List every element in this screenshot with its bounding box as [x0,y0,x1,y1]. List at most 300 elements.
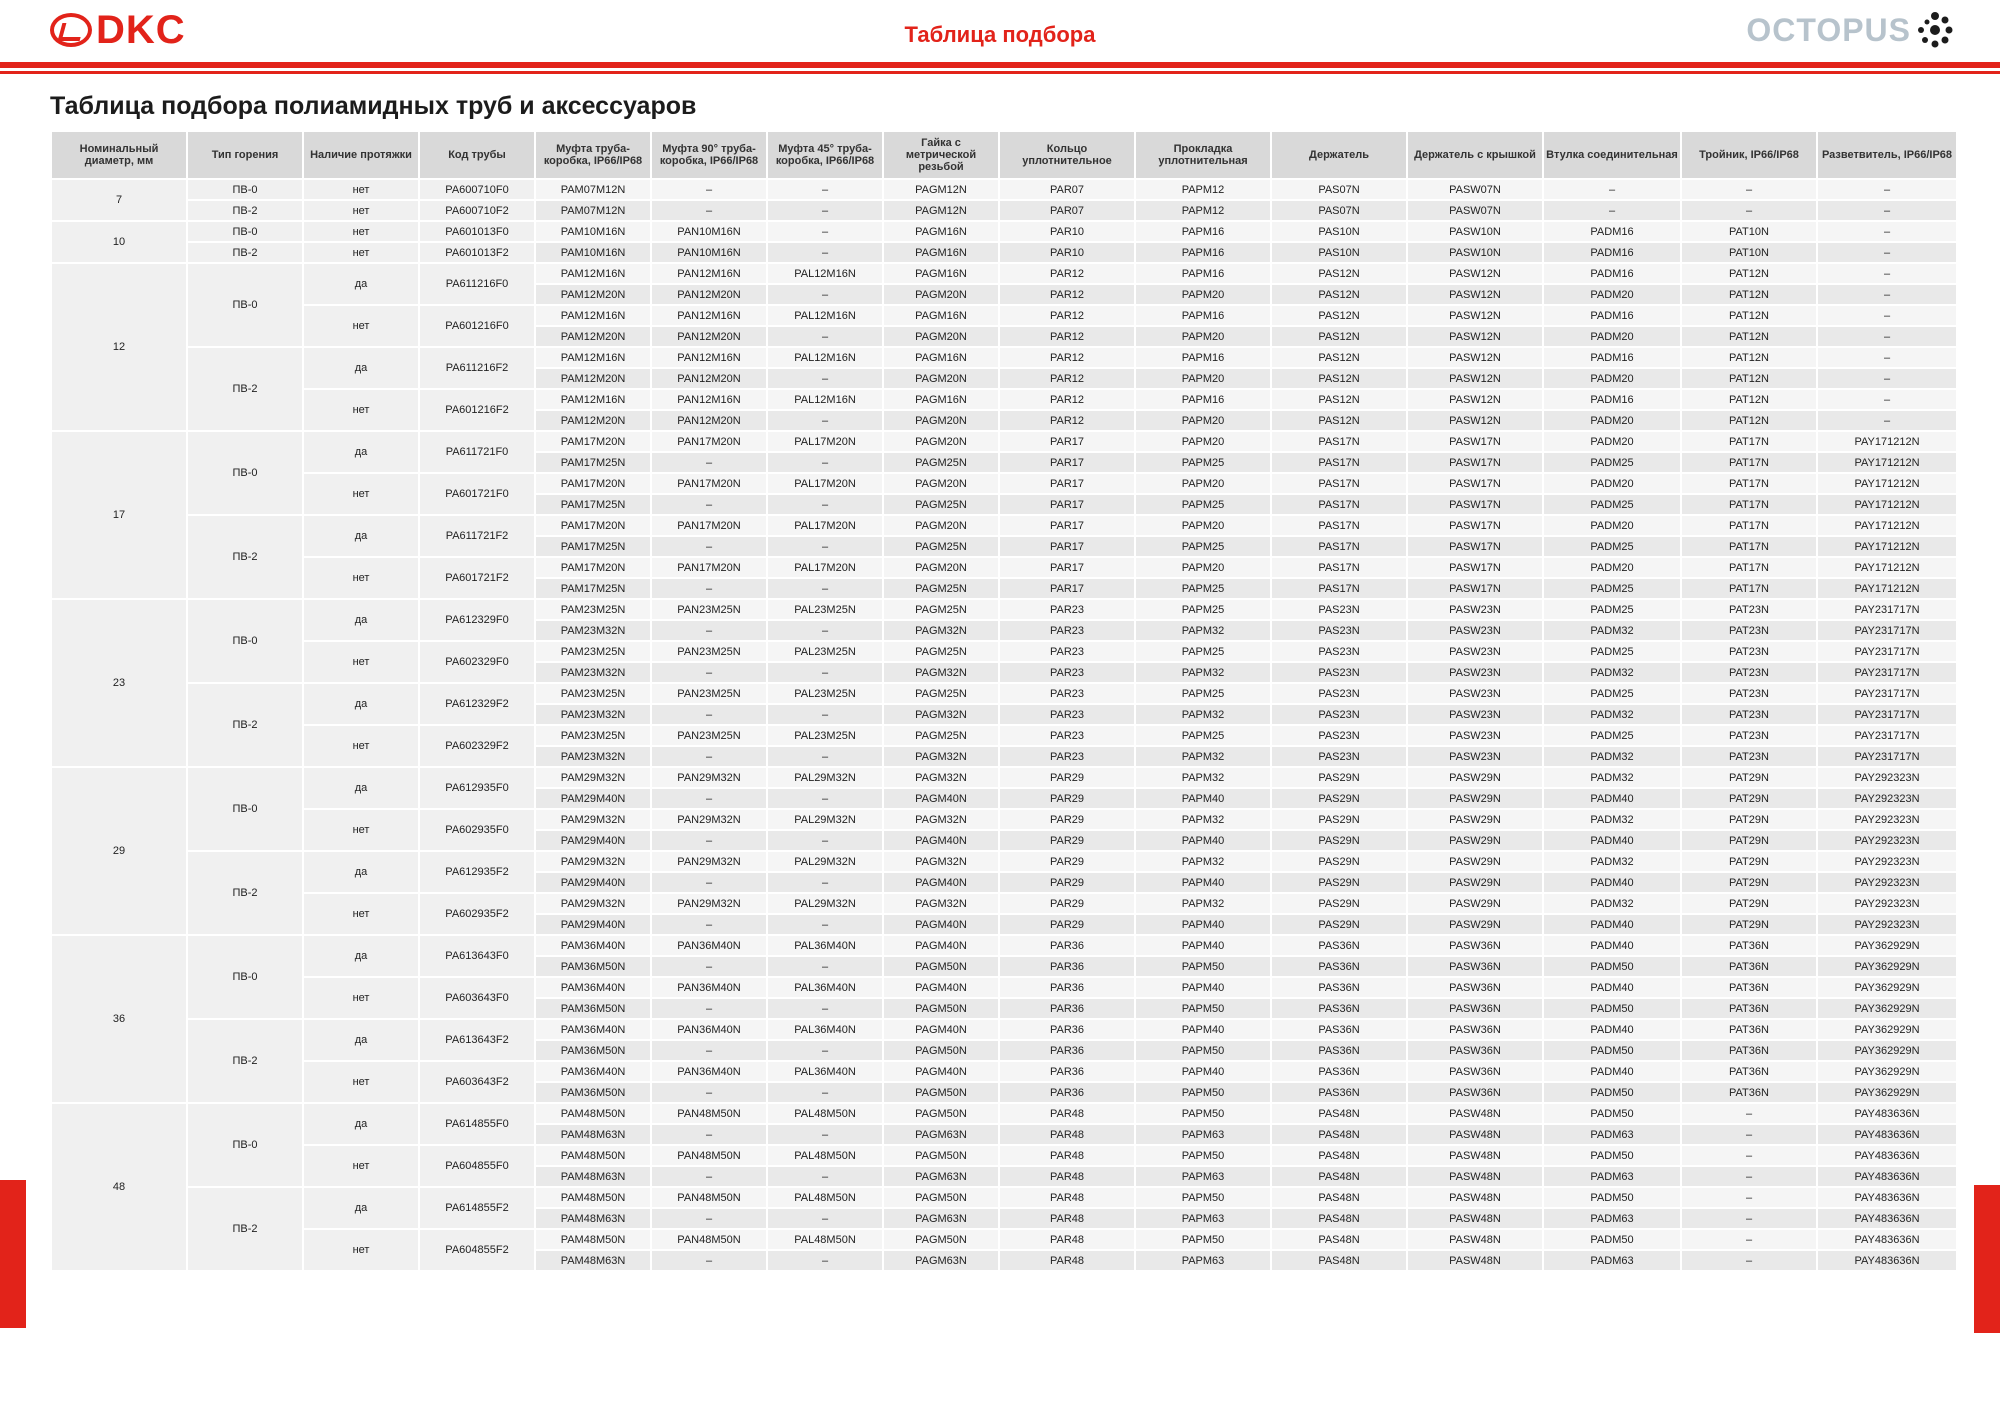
accessory-cell: – [1817,410,1957,431]
accessory-cell: PAGM16N [883,347,999,368]
pipe-code-cell: PA602935F2 [419,893,535,935]
logo-text: DKC [96,8,186,52]
accessory-cell: PAGM32N [883,851,999,872]
accessory-cell: PAY362929N [1817,998,1957,1019]
accessory-cell: PAT23N [1681,725,1817,746]
header-rule-bottom [0,71,2000,74]
accessory-cell: PAY483636N [1817,1187,1957,1208]
pipe-code-cell: PA611721F0 [419,431,535,473]
accessory-cell: PAT17N [1681,515,1817,536]
accessory-cell: PAR17 [999,431,1135,452]
accessory-cell: PAL23M25N [767,725,883,746]
accessory-cell: PASW36N [1407,935,1543,956]
burn-type-cell: ПВ-2 [187,515,303,599]
accessory-cell: PAGM20N [883,557,999,578]
accessory-cell: – [1817,221,1957,242]
accessory-cell: – [1817,263,1957,284]
accessory-cell: PADM40 [1543,935,1681,956]
accessory-cell: PAL29M32N [767,851,883,872]
accessory-cell: PAGM16N [883,242,999,263]
accessory-cell: PAPM63 [1135,1124,1271,1145]
accessory-cell: PAR48 [999,1145,1135,1166]
table-row [51,1019,1957,1040]
accessory-cell: PAT29N [1681,767,1817,788]
accessory-cell: PASW12N [1407,326,1543,347]
accessory-cell: PAGM40N [883,1061,999,1082]
pipe-code-cell: PA603643F2 [419,1061,535,1103]
accessory-cell: PAN29M32N [651,851,767,872]
accessory-cell: PASW36N [1407,956,1543,977]
accessory-cell: PASW29N [1407,830,1543,851]
accessory-cell: PAPM32 [1135,767,1271,788]
pull-wire-cell: да [303,683,419,725]
pipe-code-cell: PA601216F2 [419,389,535,431]
burn-type-cell: ПВ-2 [187,347,303,431]
accessory-cell: PAS23N [1271,662,1407,683]
accessory-cell: PAGM32N [883,704,999,725]
table-row [51,305,1957,326]
accessory-cell: PASW48N [1407,1103,1543,1124]
accessory-cell: PAR29 [999,872,1135,893]
accessory-cell: PAL17M20N [767,473,883,494]
accessory-cell: PASW23N [1407,641,1543,662]
burn-type-cell: ПВ-0 [187,1103,303,1187]
burn-type-cell: ПВ-0 [187,767,303,851]
accessory-cell: PAS29N [1271,809,1407,830]
accessory-cell: PAY362929N [1817,1040,1957,1061]
accessory-cell: – [767,368,883,389]
accessory-cell: PAR12 [999,389,1135,410]
accessory-cell: PAR29 [999,788,1135,809]
table-row [51,347,1957,368]
accessory-cell: PAT36N [1681,1061,1817,1082]
pull-wire-cell: нет [303,179,419,200]
accessory-cell: PADM50 [1543,998,1681,1019]
column-header: Номинальный диаметр, мм [51,131,187,179]
accessory-cell: PAS23N [1271,746,1407,767]
accessory-cell: – [651,452,767,473]
accessory-cell: PAGM63N [883,1250,999,1271]
table-row [51,851,1957,872]
column-header: Кольцо уплотнительное [999,131,1135,179]
accessory-cell: PASW17N [1407,536,1543,557]
accessory-cell: PAR10 [999,221,1135,242]
accessory-cell: PAPM32 [1135,662,1271,683]
accessory-cell: PAM36M50N [535,998,651,1019]
accessory-cell: PASW12N [1407,347,1543,368]
accessory-cell: PAM23M32N [535,704,651,725]
accessory-cell: PAPM16 [1135,347,1271,368]
accessory-cell: PAPM20 [1135,368,1271,389]
accessory-cell: PAPM16 [1135,389,1271,410]
accessory-cell: PAL12M16N [767,305,883,326]
diameter-cell: 23 [51,599,187,767]
accessory-cell: PADM40 [1543,872,1681,893]
accessory-cell: PADM63 [1543,1124,1681,1145]
accessory-cell: PAM23M25N [535,683,651,704]
header-rule-top [0,62,2000,68]
accessory-cell: PAT12N [1681,389,1817,410]
accessory-cell: PAS29N [1271,914,1407,935]
accessory-cell: PAS23N [1271,641,1407,662]
accessory-cell: PAN12M16N [651,389,767,410]
pipe-code-cell: PA613643F2 [419,1019,535,1061]
accessory-cell: PAGM20N [883,368,999,389]
accessory-cell: PAPM50 [1135,1229,1271,1250]
accessory-cell: PAL17M20N [767,515,883,536]
accessory-cell: PAM12M20N [535,284,651,305]
accessory-cell: PAPM20 [1135,431,1271,452]
accessory-cell: PAPM16 [1135,221,1271,242]
accessory-cell: PAM29M32N [535,809,651,830]
accessory-cell: PAR29 [999,809,1135,830]
accessory-cell: PAT12N [1681,368,1817,389]
accessory-cell: PAN29M32N [651,893,767,914]
accessory-cell: PAS29N [1271,830,1407,851]
accessory-cell: PADM20 [1543,326,1681,347]
accessory-cell: PAS23N [1271,620,1407,641]
accessory-cell: PAR07 [999,179,1135,200]
accessory-cell: PAT23N [1681,599,1817,620]
accessory-cell: PAGM32N [883,746,999,767]
accessory-cell: – [767,284,883,305]
accessory-cell: – [651,1208,767,1229]
accessory-cell: PAM12M16N [535,389,651,410]
accessory-cell: PAM36M50N [535,1040,651,1061]
accessory-cell: PAN48M50N [651,1103,767,1124]
accessory-cell: PAN10M16N [651,242,767,263]
accessory-cell: PAT29N [1681,914,1817,935]
pull-wire-cell: нет [303,242,419,263]
accessory-cell: PAR29 [999,767,1135,788]
accessory-cell: PADM20 [1543,515,1681,536]
accessory-cell: PASW48N [1407,1166,1543,1187]
accessory-cell: PADM20 [1543,557,1681,578]
accessory-cell: PAM29M40N [535,830,651,851]
accessory-cell: PASW07N [1407,200,1543,221]
accessory-cell: PADM40 [1543,830,1681,851]
accessory-cell: – [767,788,883,809]
octopus-logo [1746,10,1955,50]
accessory-cell: PAN36M40N [651,1019,767,1040]
accessory-cell: PAL12M16N [767,263,883,284]
accessory-cell: PAGM50N [883,1229,999,1250]
accessory-cell: PASW29N [1407,809,1543,830]
accessory-cell: PAL29M32N [767,767,883,788]
pull-wire-cell: нет [303,1061,419,1103]
accessory-cell: PAR48 [999,1250,1135,1271]
accessory-cell: PAPM50 [1135,1082,1271,1103]
accessory-cell: PAPM16 [1135,263,1271,284]
accessory-cell: PAL36M40N [767,935,883,956]
accessory-cell: PAPM32 [1135,620,1271,641]
accessory-cell: PAS12N [1271,410,1407,431]
accessory-cell: PAR17 [999,494,1135,515]
accessory-cell: PAM48M63N [535,1250,651,1271]
accessory-cell: PASW23N [1407,704,1543,725]
accessory-cell: – [651,179,767,200]
accessory-cell: PADM50 [1543,1040,1681,1061]
accessory-cell: PADM32 [1543,704,1681,725]
accessory-cell: – [651,200,767,221]
accessory-cell: – [651,494,767,515]
accessory-cell: PADM20 [1543,431,1681,452]
accessory-cell: PAM07M12N [535,179,651,200]
pull-wire-cell: нет [303,221,419,242]
side-tab-right [1974,1185,2000,1333]
accessory-cell: PAS17N [1271,452,1407,473]
accessory-cell: PAR29 [999,851,1135,872]
accessory-cell: PAR23 [999,746,1135,767]
accessory-cell: PAS07N [1271,179,1407,200]
accessory-cell: PAGM32N [883,620,999,641]
accessory-cell: PAT23N [1681,704,1817,725]
accessory-cell: – [767,1166,883,1187]
accessory-cell: PASW36N [1407,1019,1543,1040]
column-header: Разветвитель, IP66/IP68 [1817,131,1957,179]
accessory-cell: PAGM40N [883,977,999,998]
accessory-cell: PAR12 [999,326,1135,347]
table-row [51,473,1957,494]
table-row [51,1145,1957,1166]
accessory-cell: PAR48 [999,1187,1135,1208]
accessory-cell: PAR29 [999,830,1135,851]
pull-wire-cell: да [303,1103,419,1145]
accessory-cell: PAM17M20N [535,431,651,452]
accessory-cell: PASW29N [1407,872,1543,893]
accessory-cell: PAS17N [1271,494,1407,515]
accessory-cell: PAM29M32N [535,893,651,914]
pull-wire-cell: да [303,347,419,389]
burn-type-cell: ПВ-0 [187,599,303,683]
accessory-cell: PADM25 [1543,683,1681,704]
accessory-cell: PAM23M25N [535,725,651,746]
accessory-cell: – [651,830,767,851]
accessory-cell: PAR48 [999,1229,1135,1250]
accessory-cell: PAR23 [999,641,1135,662]
accessory-cell: PAN12M16N [651,347,767,368]
pipe-code-cell: PA611216F2 [419,347,535,389]
accessory-cell: PAL23M25N [767,683,883,704]
accessory-cell: PADM63 [1543,1250,1681,1271]
accessory-cell: PAT29N [1681,788,1817,809]
accessory-cell: PAT12N [1681,326,1817,347]
burn-type-cell: ПВ-2 [187,242,303,263]
burn-type-cell: ПВ-2 [187,1187,303,1271]
accessory-cell: PAR36 [999,977,1135,998]
page-title: Таблица подбора полиамидных труб и аксессуаров [50,92,697,120]
accessory-cell: PAPM50 [1135,1187,1271,1208]
accessory-cell: PAY171212N [1817,473,1957,494]
accessory-cell: – [767,1124,883,1145]
accessory-cell: PAS12N [1271,389,1407,410]
accessory-cell: PAY362929N [1817,1082,1957,1103]
accessory-cell: PAPM25 [1135,452,1271,473]
accessory-cell: PAY483636N [1817,1229,1957,1250]
accessory-cell: PAR07 [999,200,1135,221]
table-row [51,557,1957,578]
column-header: Тип горения [187,131,303,179]
accessory-cell: PAT17N [1681,431,1817,452]
diameter-cell: 10 [51,221,187,263]
accessory-cell: PAM17M25N [535,452,651,473]
side-tab-left [0,1180,26,1328]
accessory-cell: PAM36M40N [535,1019,651,1040]
table-row [51,389,1957,410]
accessory-cell: – [1817,242,1957,263]
accessory-cell: PAR29 [999,914,1135,935]
accessory-cell: PAT36N [1681,1040,1817,1061]
accessory-cell: PASW36N [1407,977,1543,998]
accessory-cell: PAS23N [1271,599,1407,620]
accessory-cell: PAY292323N [1817,851,1957,872]
accessory-cell: PAM36M40N [535,977,651,998]
accessory-cell: PAGM25N [883,599,999,620]
pipe-code-cell: PA612329F0 [419,599,535,641]
pipe-code-cell: PA602329F2 [419,725,535,767]
accessory-cell: PAR36 [999,1061,1135,1082]
accessory-cell: PAGM25N [883,683,999,704]
pipe-code-cell: PA601721F0 [419,473,535,515]
accessory-cell: PAY171212N [1817,557,1957,578]
accessory-cell: PAPM50 [1135,956,1271,977]
column-header: Муфта 45° труба-коробка, IP66/IP68 [767,131,883,179]
accessory-cell: PAS48N [1271,1187,1407,1208]
accessory-cell: PADM25 [1543,536,1681,557]
accessory-cell: PADM32 [1543,851,1681,872]
accessory-cell: PAS36N [1271,998,1407,1019]
accessory-cell: PAY231717N [1817,599,1957,620]
burn-type-cell: ПВ-0 [187,179,303,200]
accessory-cell: PAPM25 [1135,641,1271,662]
accessory-cell: PAT17N [1681,473,1817,494]
accessory-cell: – [1817,305,1957,326]
accessory-cell: PAM29M32N [535,851,651,872]
selection-table [50,130,1952,1272]
accessory-cell: PAM23M32N [535,746,651,767]
accessory-cell: PAS29N [1271,788,1407,809]
accessory-cell: PAT29N [1681,809,1817,830]
accessory-cell: – [1681,1124,1817,1145]
accessory-cell: PAL29M32N [767,893,883,914]
accessory-cell: PAL12M16N [767,347,883,368]
accessory-cell: – [651,1124,767,1145]
accessory-cell: – [1681,1187,1817,1208]
column-header: Гайка с метрической резьбой [883,131,999,179]
accessory-cell: – [651,662,767,683]
accessory-cell: PAY292323N [1817,788,1957,809]
accessory-cell: PAGM32N [883,809,999,830]
accessory-cell: PADM40 [1543,788,1681,809]
table-header-row [51,131,1957,179]
burn-type-cell: ПВ-2 [187,1019,303,1103]
accessory-cell: PASW12N [1407,263,1543,284]
accessory-cell: – [1681,1250,1817,1271]
accessory-cell: PAS29N [1271,872,1407,893]
burn-type-cell: ПВ-2 [187,683,303,767]
accessory-cell: PADM20 [1543,368,1681,389]
accessory-cell: PAS12N [1271,263,1407,284]
accessory-cell: PASW12N [1407,284,1543,305]
accessory-cell: – [767,872,883,893]
table-row [51,1061,1957,1082]
accessory-cell: PAGM50N [883,1145,999,1166]
accessory-cell: PAN12M20N [651,284,767,305]
accessory-cell: PASW48N [1407,1229,1543,1250]
accessory-cell: PAT36N [1681,956,1817,977]
pipe-code-cell: PA600710F2 [419,200,535,221]
accessory-cell: PAGM25N [883,578,999,599]
accessory-cell: PAGM50N [883,956,999,977]
accessory-cell: PAM48M50N [535,1103,651,1124]
accessory-cell: PAY292323N [1817,809,1957,830]
column-header: Держатель с крышкой [1407,131,1543,179]
pipe-code-cell: PA601013F2 [419,242,535,263]
accessory-cell: PAT17N [1681,557,1817,578]
accessory-cell: PAS12N [1271,368,1407,389]
accessory-cell: PAPM25 [1135,683,1271,704]
accessory-cell: PADM50 [1543,1229,1681,1250]
accessory-cell: PAS17N [1271,536,1407,557]
accessory-cell: PAY362929N [1817,1061,1957,1082]
pull-wire-cell: нет [303,389,419,431]
diameter-cell: 17 [51,431,187,599]
column-header: Муфта 90° труба-коробка, IP66/IP68 [651,131,767,179]
pipe-code-cell: PA601216F0 [419,305,535,347]
accessory-cell: – [1817,326,1957,347]
accessory-cell: PAGM16N [883,263,999,284]
accessory-cell: PADM50 [1543,1082,1681,1103]
accessory-cell: PAPM63 [1135,1166,1271,1187]
accessory-cell: PAR12 [999,305,1135,326]
accessory-cell: PADM25 [1543,452,1681,473]
accessory-cell: – [767,326,883,347]
accessory-cell: PAM10M16N [535,242,651,263]
page-header [0,0,2000,80]
accessory-cell: PAM23M32N [535,620,651,641]
accessory-cell: PAY171212N [1817,431,1957,452]
accessory-cell: PAS23N [1271,683,1407,704]
accessory-cell: PADM50 [1543,1145,1681,1166]
accessory-cell: PAY292323N [1817,830,1957,851]
accessory-cell: PAS36N [1271,935,1407,956]
accessory-cell: PAS36N [1271,1019,1407,1040]
pull-wire-cell: да [303,599,419,641]
accessory-cell: – [767,410,883,431]
accessory-cell: – [1817,179,1957,200]
accessory-cell: PASW48N [1407,1208,1543,1229]
accessory-cell: – [767,179,883,200]
accessory-cell: PAGM32N [883,662,999,683]
accessory-cell: PAPM40 [1135,830,1271,851]
accessory-cell: PAPM20 [1135,326,1271,347]
pipe-code-cell: PA604855F2 [419,1229,535,1271]
accessory-cell: PAM17M25N [535,578,651,599]
accessory-cell: PAPM63 [1135,1250,1271,1271]
accessory-cell: PASW17N [1407,452,1543,473]
accessory-cell: PAS12N [1271,347,1407,368]
column-header: Втулка соединительная [1543,131,1681,179]
accessory-cell: PAPM40 [1135,872,1271,893]
accessory-cell: PAGM20N [883,326,999,347]
burn-type-cell: ПВ-2 [187,851,303,935]
table-row [51,179,1957,200]
accessory-cell: PAPM32 [1135,746,1271,767]
accessory-cell: PASW12N [1407,389,1543,410]
accessory-cell: – [767,578,883,599]
brand-text: OCTOPUS [1746,11,1911,48]
accessory-cell: PAM17M20N [535,473,651,494]
